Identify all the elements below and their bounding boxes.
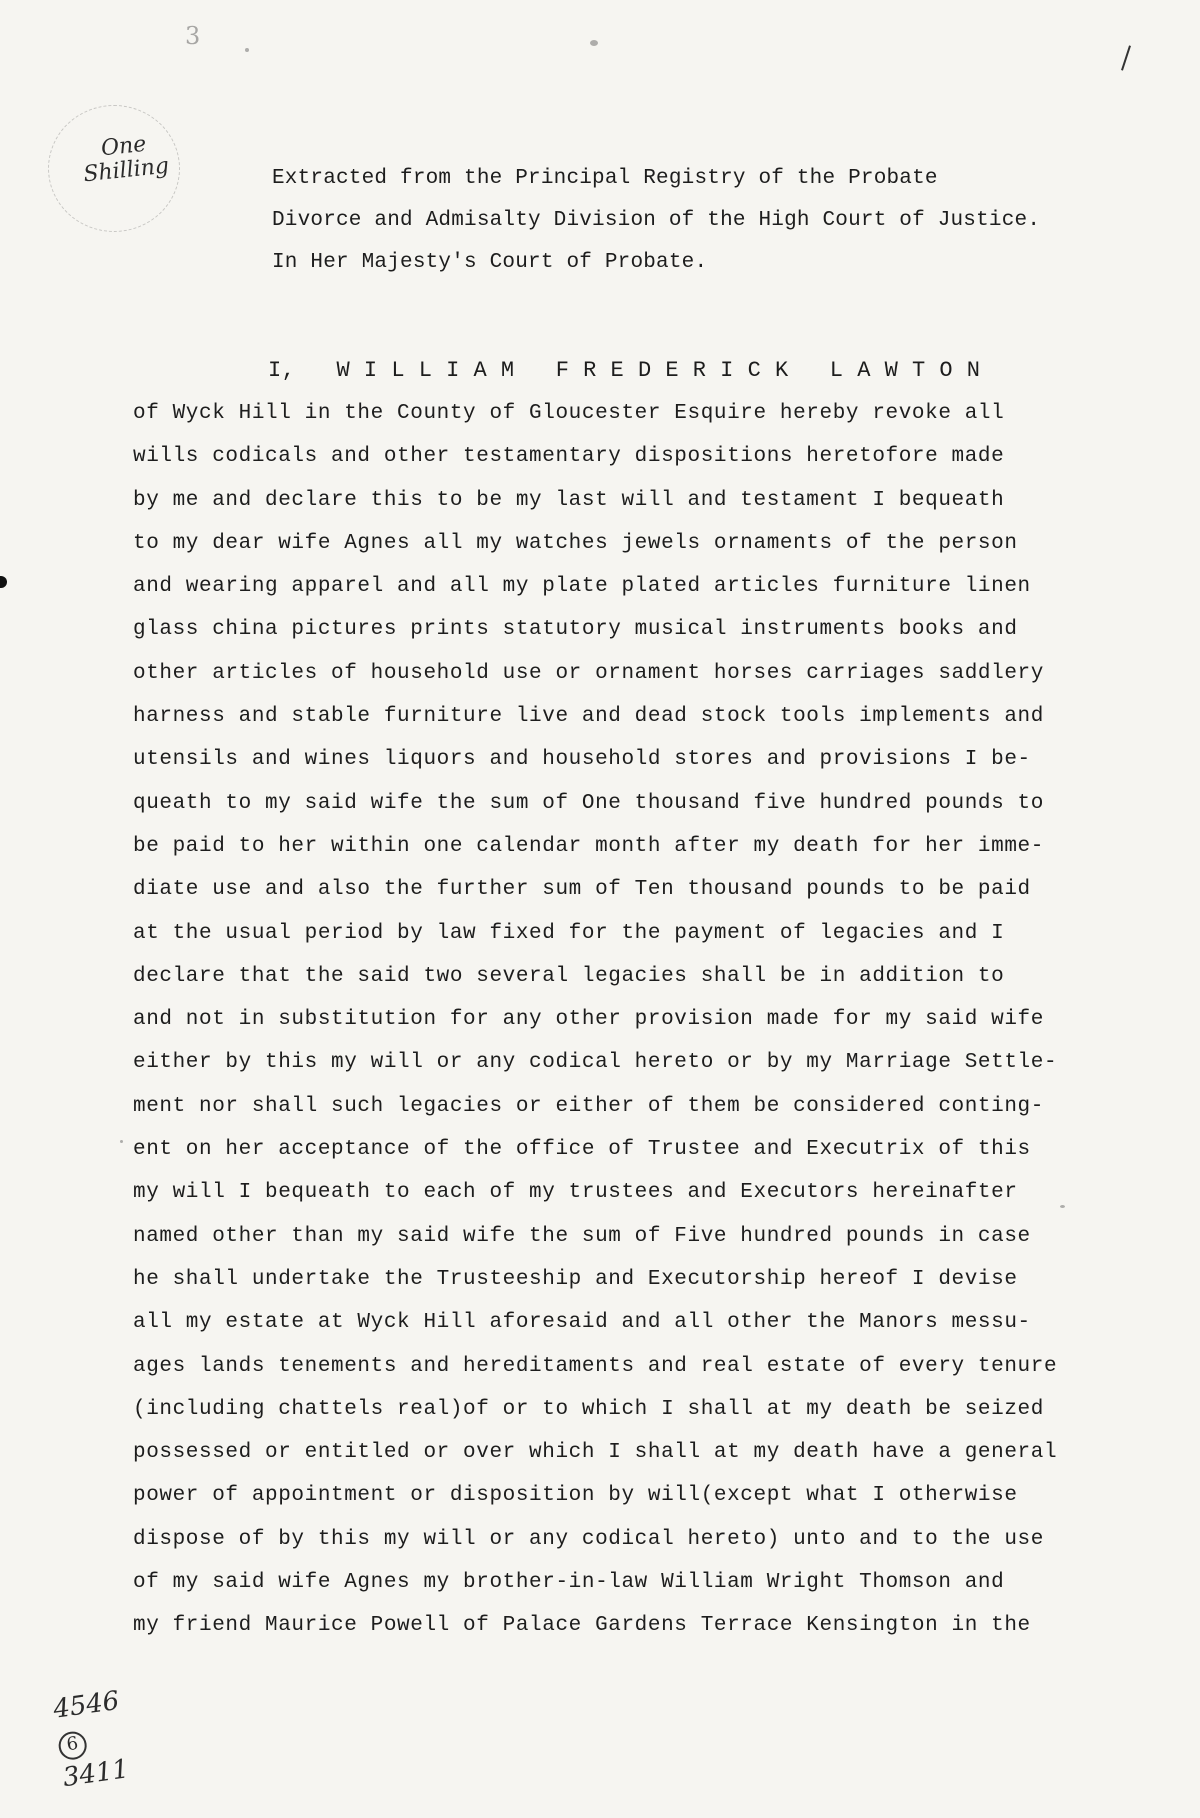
body-line: queath to my said wife the sum of One thousand five hundred pounds to — [133, 791, 1044, 815]
body-line: power of appointment or disposition by will(except what I otherwise — [133, 1484, 1018, 1508]
testator-name: I, W I L L I A M F R E D E R I C K L A W T O N — [268, 358, 981, 383]
body-line: my will I bequeath to each of my trustees and Executors hereinafter — [133, 1181, 1018, 1205]
body-line: and not in substitution for any other provision made for my said wife — [133, 1008, 1044, 1032]
ink-speck — [1060, 1205, 1065, 1208]
header-line-1: Extracted from the Principal Registry of the Probate — [272, 167, 938, 190]
body-line: be paid to her within one calendar month after my death for her imme- — [133, 834, 1044, 858]
ink-speck — [245, 48, 249, 52]
body-line: he shall undertake the Trusteeship and Executorship hereof I devise — [133, 1267, 1018, 1291]
body-line: wills codicals and other testamentary dispositions heretofore made — [133, 445, 1005, 469]
header-line-2: Divorce and Admisalty Division of the High Court of Justice. — [272, 209, 1041, 232]
ink-speck — [120, 1140, 123, 1143]
body-line: ent on her acceptance of the office of Trustee and Executrix of this — [133, 1138, 1031, 1162]
header-line-3: In Her Majesty's Court of Probate. — [272, 251, 708, 274]
body-line: possessed or entitled or over which I shall at my death have a general — [133, 1441, 1058, 1465]
body-line: glass china pictures prints statutory musical instruments books and — [133, 618, 1018, 642]
will-body — [133, 392, 1133, 1648]
handwritten-reference-note — [51, 1684, 131, 1795]
body-line: of Wyck Hill in the County of Gloucester Esquire hereby revoke all — [133, 402, 1005, 425]
stamp-line-2: Shilling — [82, 153, 171, 188]
body-line: and wearing apparel and all my plate plated articles furniture linen — [133, 575, 1031, 599]
note-line-1: 4546 — [51, 1685, 122, 1725]
registry-header — [272, 158, 1152, 284]
body-line: by me and declare this to be my last will and testament I bequeath — [133, 488, 1005, 512]
stamp-line-1: One — [99, 131, 148, 162]
note-line-3: 3411 — [61, 1754, 131, 1794]
body-line: to my dear wife Agnes all my watches jewels ornaments of the person — [133, 531, 1018, 555]
body-line: named other than my said wife the sum of Five hundred pounds in case — [133, 1224, 1031, 1248]
body-line: dispose of by this my will or any codical hereto) unto and to the use — [133, 1527, 1044, 1551]
binder-hole-mark — [0, 576, 7, 588]
body-line: (including chattels real)of or to which I shall at my death be seized — [133, 1397, 1044, 1421]
body-line: ment nor shall such legacies or either of them be considered conting- — [133, 1094, 1044, 1118]
ink-speck — [590, 40, 598, 46]
tick-mark — [1121, 45, 1131, 70]
body-line: harness and stable furniture live and dead stock tools implements and — [133, 705, 1044, 729]
body-line: of my said wife Agnes my brother-in-law William Wright Thomson and — [133, 1571, 1005, 1595]
body-line: all my estate at Wyck Hill aforesaid and all other the Manors messu- — [133, 1311, 1031, 1335]
body-line: utensils and wines liquors and household stores and provisions I be- — [133, 748, 1031, 772]
circled-number: 6 — [57, 1730, 89, 1762]
body-line: either by this my will or any codical hereto or by my Marriage Settle- — [133, 1051, 1058, 1075]
body-line: at the usual period by law fixed for the payment of legacies and I — [133, 921, 1005, 945]
body-line: diate use and also the further sum of Ten thousand pounds to be paid — [133, 878, 1031, 902]
body-line: other articles of household use or ornament horses carriages saddlery — [133, 661, 1044, 685]
corner-pencil-mark: 3 — [185, 22, 201, 50]
body-line: ages lands tenements and hereditaments and real estate of every tenure — [133, 1354, 1058, 1378]
body-line: declare that the said two several legacies shall be in addition to — [133, 964, 1005, 988]
body-line: my friend Maurice Powell of Palace Gardens Terrace Kensington in the — [133, 1614, 1031, 1638]
